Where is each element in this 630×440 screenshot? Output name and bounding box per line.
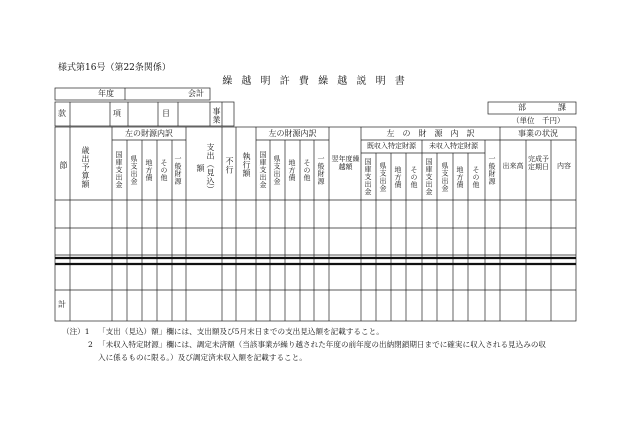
note-1: 「支出（見込）額」欄には、支出額及び5月末日までの支出見込額を記載すること。 [98,327,384,336]
unit-note: （単位 千円） [512,116,565,125]
ken-header-4: 県支出金 [441,162,449,192]
ken-header-2: 県支出金 [273,155,281,185]
form-number: 様式第16号（第22条関係） [58,63,171,73]
ippan-header-2: 一般財源 [317,155,325,185]
jigyou-label: 事業 [212,106,221,124]
saishutsu-yosan-header: 歳出予算額 [81,146,90,189]
note-2-line-2: 入に係るものに限る。）及び調定済未収入額を記載すること。 [98,353,307,362]
section-label: 課 [558,103,566,112]
chihousai-header-1: 地方債 [145,158,153,182]
sonota-header-1: その他 [160,158,168,182]
yokunendo-header: 翌年度繰越額 [331,155,360,171]
shikkou-header: 執行額 [242,152,251,178]
kishuunyuu-header: 既収入特定財源 [367,142,416,150]
kokko-header-3: 国庫支出金 [364,158,372,196]
kokko-header-1: 国庫支出金 [115,151,123,189]
sonota-header-3: その他 [410,165,418,189]
jigyou-joukyou-header: 事業の状況 [518,129,558,138]
fiscal-year-label: 年度 [98,89,114,98]
fukou-header: 不行 [225,156,234,174]
ken-header-3: 県支出金 [379,162,387,192]
mishuunyuu-header: 未収入特定財源 [429,142,478,150]
department-label: 部 [518,103,526,112]
total-label: 計 [58,300,66,309]
shuurai-header: 出来高 [502,162,524,170]
chihousai-header-3: 地方債 [394,165,402,189]
ippan-header-1: 一般財源 [174,155,182,185]
chihousai-header-4: 地方債 [456,165,464,189]
kan-label: 款 [58,109,66,118]
left-zaigen-header-1: 左の財源内訳 [125,129,173,138]
document-title: 繰 越 明 許 費 繰 越 説 明 書 [222,76,408,87]
left-zaigen-header-3: 左 の 財 源 内 訳 [386,129,475,138]
ken-header-1: 県支出金 [130,155,138,185]
account-label: 会計 [188,89,204,98]
kokko-header-4: 国庫支出金 [425,158,433,196]
kokko-header-2: 国庫支出金 [259,151,267,189]
sonota-header-2: その他 [303,158,311,182]
sonota-header-4: その他 [472,165,480,189]
moku-label: 目 [162,109,170,118]
chihousai-header-2: 地方債 [288,158,296,182]
note-1-mark: （注）1 [62,327,90,336]
note-2-line-1: 「未収入特定財源」欄には、調定未済額（当該事業が繰り越された年度の前年度の出納閉鎖期日までに確実に収入される見込みの収 [98,340,547,349]
ippan-header-3: 一般財源 [488,155,496,185]
kansei-yotei-header: 完成予定期日 [528,155,549,171]
shishutsu-mikomi-header: 支出（見込）額 [196,142,215,194]
naiyou-header: 内容 [557,162,571,170]
kou-label: 項 [113,109,121,118]
left-zaigen-header-2: 左の財源内訳 [268,129,317,138]
note-2-mark: 2 [88,340,93,349]
setsu-header: 節 [59,160,68,170]
